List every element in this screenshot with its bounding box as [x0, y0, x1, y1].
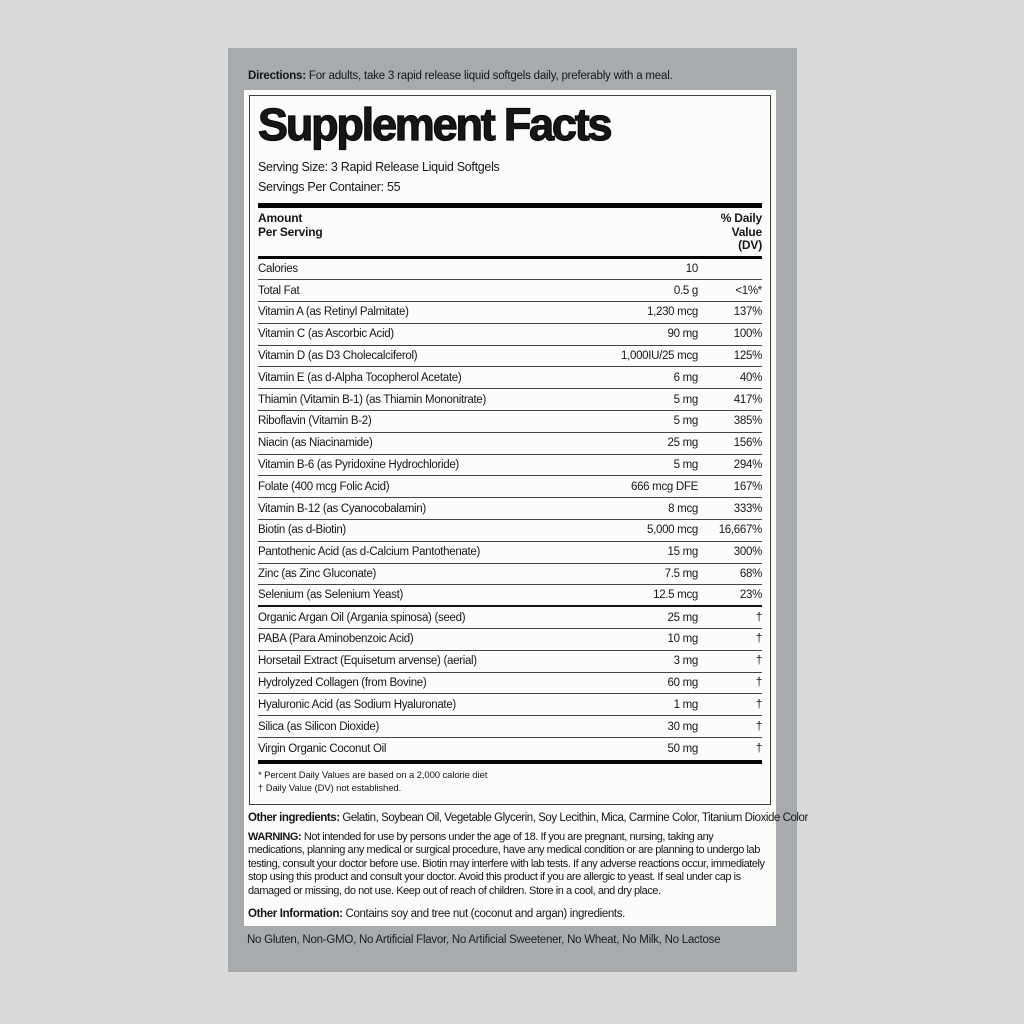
nutrient-name: Hyaluronic Acid (as Sodium Hyaluronate) — [258, 698, 456, 711]
nutrient-amount: 5,000 mcg — [647, 524, 698, 537]
nutrient-amount: 5 mg — [673, 459, 698, 472]
table-row — [258, 738, 762, 760]
table-header — [258, 212, 762, 253]
other-ingredients — [248, 812, 808, 824]
nutrient-amount: 60 mg — [667, 677, 698, 690]
nutrient-daily-value: † — [755, 742, 762, 755]
servings-per-container: Servings Per Container: 55 — [258, 180, 401, 194]
nutrient-name: PABA (Para Aminobenzoic Acid) — [258, 633, 414, 646]
other-information — [248, 908, 772, 920]
nutrient-daily-value: 385% — [733, 415, 762, 428]
nutrient-amount: 3 mg — [673, 655, 698, 668]
table-row — [258, 455, 762, 477]
nutrient-daily-value: 137% — [733, 306, 762, 319]
supplement-facts-title: Supplement Facts — [258, 99, 611, 150]
warning-label: WARNING: — [248, 831, 302, 843]
nutrient-daily-value: † — [755, 720, 762, 733]
nutrient-amount: 12.5 mcg — [653, 589, 698, 602]
nutrient-amount: 5 mg — [673, 415, 698, 428]
nutrient-name: Organic Argan Oil (Argania spinosa) (seed) — [258, 611, 466, 624]
table-row — [258, 629, 762, 651]
table-row — [258, 259, 762, 281]
nutrient-name: Vitamin E (as d-Alpha Tocopherol Acetate) — [258, 371, 462, 384]
nutrient-amount: 8 mcg — [668, 502, 698, 515]
nutrient-name: Virgin Organic Coconut Oil — [258, 742, 387, 755]
nutrient-name: Vitamin C (as Ascorbic Acid) — [258, 328, 394, 341]
nutrient-daily-value: 156% — [733, 437, 762, 450]
nutrient-table — [258, 259, 762, 760]
table-row — [258, 673, 762, 695]
header-amount-line2: Per Serving — [258, 224, 323, 239]
nutrient-daily-value: † — [755, 655, 762, 668]
table-row — [258, 564, 762, 586]
table-row — [258, 716, 762, 738]
other-ingredients-body: Gelatin, Soybean Oil, Vegetable Glycerin, Soy Lecithin, Mica, Carmine Color, Titanium Dioxide Color — [339, 812, 808, 824]
nutrient-daily-value: 23% — [739, 589, 762, 602]
nutrient-daily-value: 100% — [733, 328, 762, 341]
nutrient-name: Zinc (as Zinc Gluconate) — [258, 568, 377, 581]
nutrient-name: Hydrolyzed Collagen (from Bovine) — [258, 677, 427, 690]
nutrient-amount: 15 mg — [667, 546, 698, 559]
other-information-body: Contains soy and tree nut (coconut and argan) ingredients. — [342, 908, 626, 920]
nutrient-amount: 25 mg — [667, 611, 698, 624]
table-row — [258, 694, 762, 716]
nutrient-daily-value: 300% — [733, 546, 762, 559]
nutrient-daily-value: 294% — [733, 459, 762, 472]
label-panel — [228, 48, 808, 972]
nutrient-name: Vitamin A (as Retinyl Palmitate) — [258, 306, 409, 319]
directions-text — [248, 70, 673, 82]
warning-body: Not intended for use by persons under the age of 18. If you are pregnant, nursing, taking any medications, planning any medical or surgical procedure, have any medical condition or are planning to undergo lab testing, consult your doctor before use. Biotin may interfere with lab tests. If any adverse reactions occur, immediately stop using this product and consult your doctor. Avoid this product if you are allergic to yeast. If seal under cap is damaged or missing, do not use. Keep out of reach of children. Store in a cool, and dry place. — [248, 831, 765, 897]
table-row — [258, 542, 762, 564]
table-row — [258, 433, 762, 455]
nutrient-daily-value: 167% — [733, 480, 762, 493]
nutrient-amount: 666 mcg DFE — [630, 480, 698, 493]
table-row — [258, 389, 762, 411]
no-claims-tagline: No Gluten, Non-GMO, No Artificial Flavor, No Artificial Sweetener, No Wheat, No Milk, No Lactose — [247, 934, 721, 946]
nutrient-daily-value: <1%* — [735, 284, 762, 297]
table-row — [258, 476, 762, 498]
nutrient-amount: 90 mg — [667, 328, 698, 341]
nutrient-name: Vitamin B-6 (as Pyridoxine Hydrochloride) — [258, 459, 459, 472]
nutrient-name: Horsetail Extract (Equisetum arvense) (aerial) — [258, 655, 477, 668]
table-row — [258, 324, 762, 346]
nutrient-amount: 0.5 g — [673, 284, 698, 297]
nutrient-daily-value: 125% — [733, 350, 762, 363]
warning-text — [248, 831, 772, 898]
nutrient-amount: 10 mg — [667, 633, 698, 646]
other-information-label: Other Information: — [248, 908, 343, 920]
directions-body: For adults, take 3 rapid release liquid softgels daily, preferably with a meal. — [305, 70, 673, 82]
nutrient-amount: 10 — [685, 262, 698, 275]
nutrient-amount: 50 mg — [667, 742, 698, 755]
nutrient-name: Calories — [258, 262, 298, 275]
header-dv-line3: (DV) — [738, 238, 762, 252]
footnote-dv-not-established: † Daily Value (DV) not established. — [258, 782, 402, 794]
nutrient-amount: 7.5 mg — [664, 568, 698, 581]
nutrient-daily-value: † — [755, 611, 762, 624]
nutrient-name: Total Fat — [258, 284, 300, 297]
footnotes — [258, 769, 762, 795]
table-row — [258, 607, 762, 629]
table-row — [258, 498, 762, 520]
table-row — [258, 280, 762, 302]
nutrient-name: Biotin (as d-Biotin) — [258, 524, 346, 537]
nutrient-amount: 1,230 mcg — [647, 306, 698, 319]
table-row — [258, 346, 762, 368]
nutrient-amount: 1 mg — [673, 698, 698, 711]
nutrient-daily-value: 333% — [733, 502, 762, 515]
nutrient-name: Thiamin (Vitamin B-1) (as Thiamin Mononitrate) — [258, 393, 486, 406]
nutrient-name: Niacin (as Niacinamide) — [258, 437, 373, 450]
nutrient-amount: 6 mg — [673, 371, 698, 384]
serving-size: Serving Size: 3 Rapid Release Liquid Softgels — [258, 160, 500, 174]
footnote-daily-values: * Percent Daily Values are based on a 2,000 calorie diet — [258, 769, 488, 781]
header-dv-line2: Value — [731, 224, 762, 239]
label-sheet — [244, 90, 808, 926]
nutrient-amount: 25 mg — [667, 437, 698, 450]
nutrient-amount: 30 mg — [667, 720, 698, 733]
nutrient-daily-value: 40% — [739, 371, 762, 384]
divider-above-footnotes — [258, 760, 762, 764]
table-row — [258, 411, 762, 433]
table-row — [258, 367, 762, 389]
nutrient-amount: 1,000IU/25 mcg — [621, 350, 698, 363]
nutrient-name: Vitamin B-12 (as Cyanocobalamin) — [258, 502, 426, 515]
header-dv-line1: % Daily — [720, 211, 762, 225]
nutrient-name: Riboflavin (Vitamin B-2) — [258, 415, 372, 428]
nutrient-daily-value: † — [755, 677, 762, 690]
supplement-facts-box — [249, 95, 771, 805]
other-ingredients-label: Other ingredients: — [248, 812, 340, 824]
nutrient-daily-value: 417% — [733, 393, 762, 406]
table-row — [258, 585, 762, 607]
nutrient-name: Folate (400 mcg Folic Acid) — [258, 480, 390, 493]
header-amount-line1: Amount — [258, 211, 303, 225]
nutrient-amount: 5 mg — [673, 393, 698, 406]
amount-per-serving-header — [258, 212, 323, 253]
directions-label: Directions: — [248, 70, 306, 82]
nutrient-daily-value: † — [755, 633, 762, 646]
nutrient-daily-value: 16,667% — [718, 524, 762, 537]
divider-thick-top — [258, 203, 762, 208]
table-row — [258, 302, 762, 324]
nutrient-name: Silica (as Silicon Dioxide) — [258, 720, 380, 733]
nutrient-name: Vitamin D (as D3 Cholecalciferol) — [258, 350, 418, 363]
nutrient-name: Selenium (as Selenium Yeast) — [258, 589, 404, 602]
nutrient-name: Pantothenic Acid (as d-Calcium Pantothenate) — [258, 546, 481, 559]
daily-value-header — [721, 212, 762, 253]
nutrient-daily-value: 68% — [739, 568, 762, 581]
nutrient-daily-value: † — [755, 698, 762, 711]
table-row — [258, 651, 762, 673]
table-row — [258, 520, 762, 542]
